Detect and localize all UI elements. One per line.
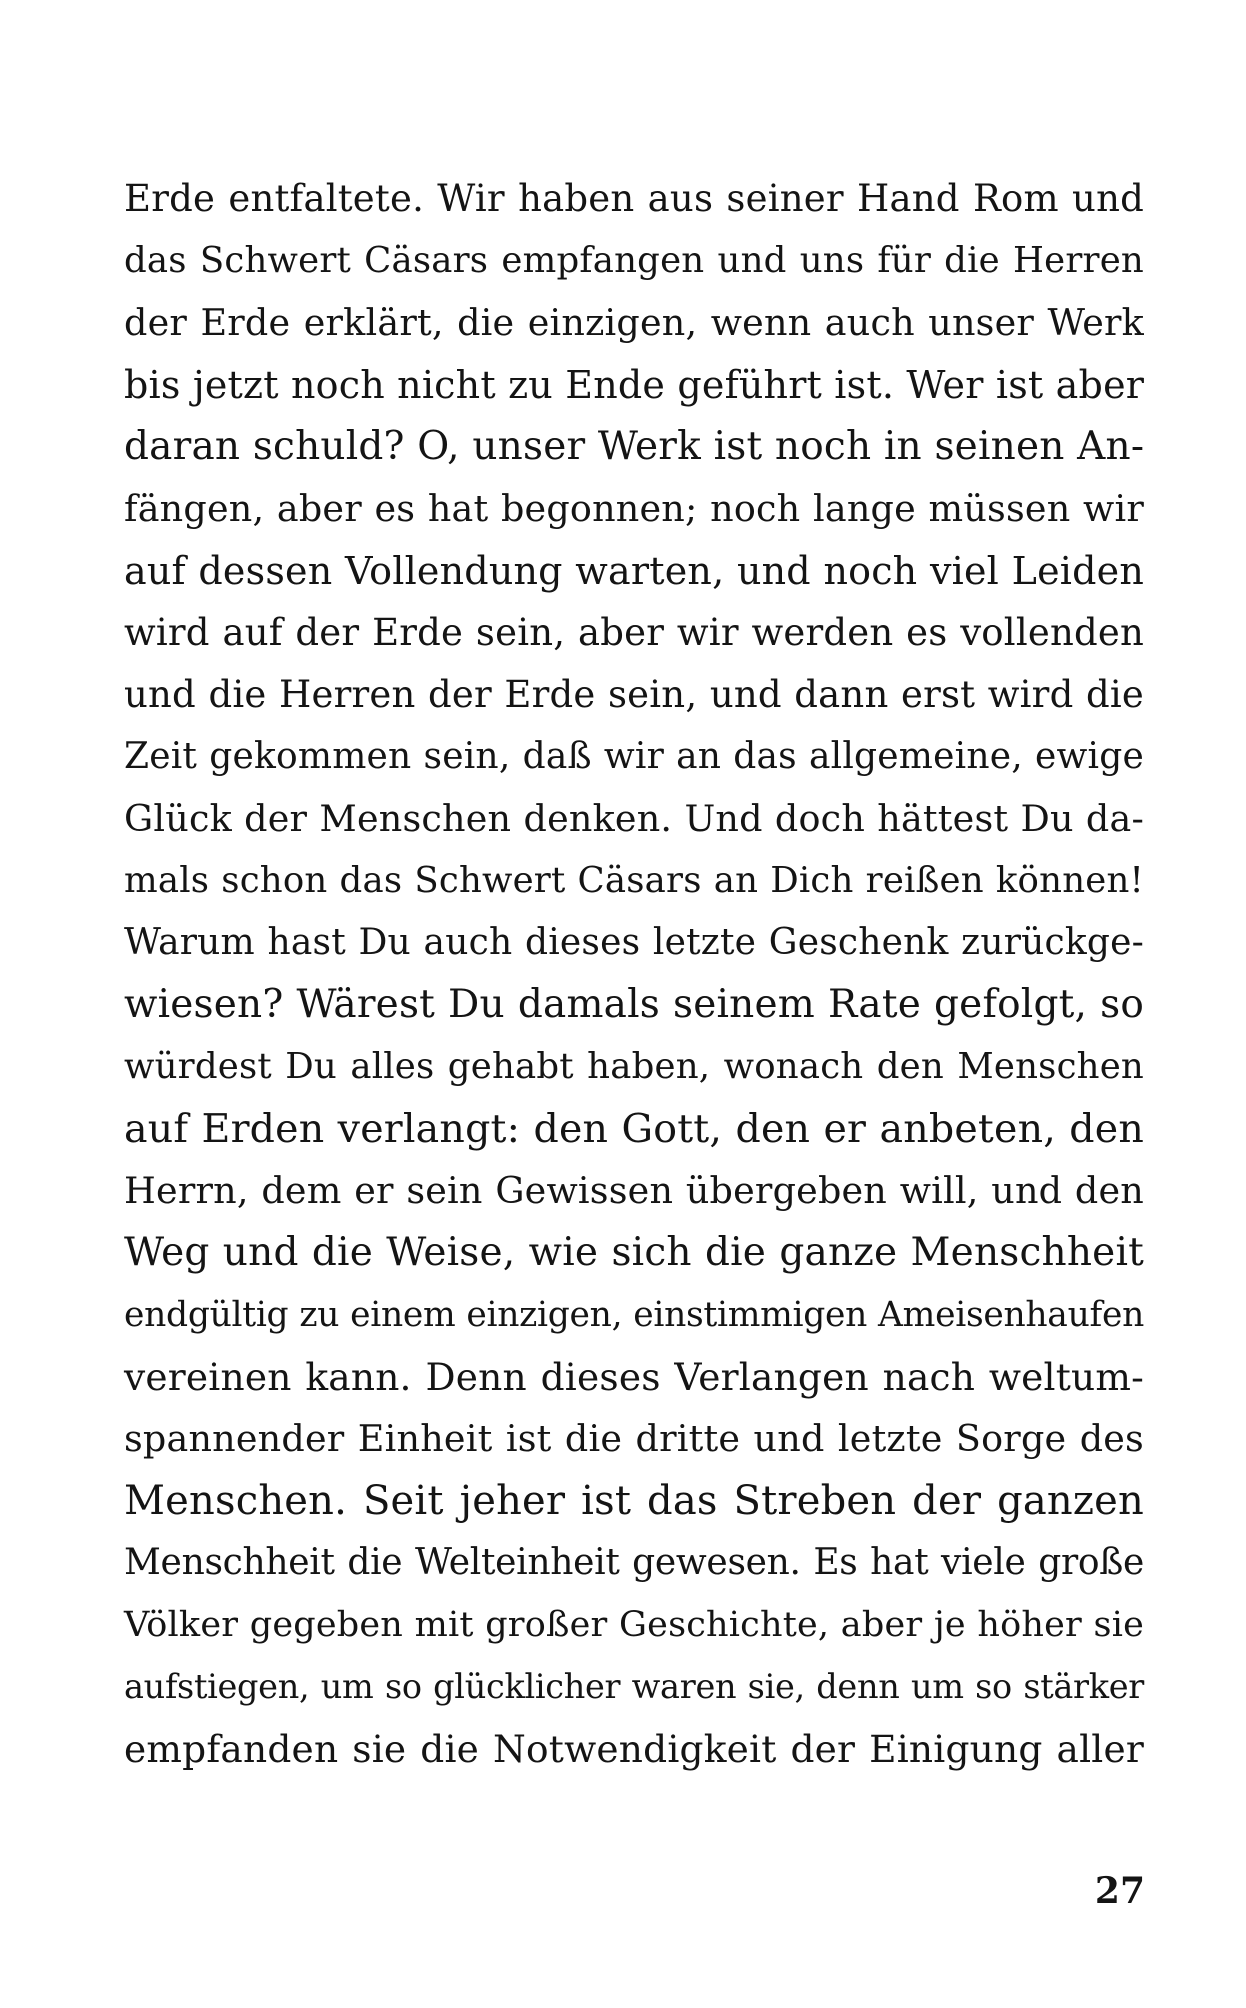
text-line: aufstiegen, um so glücklicher waren sie, denn um so stärker [124,1667,1144,1706]
page-number: 27 [1094,1870,1145,1912]
text-line: vereinen kann. Denn dieses Verlangen nach weltum- [124,1355,1144,1399]
text-line: der Erde erklärt, die einzigen, wenn auch unser Werk [124,301,1144,344]
text-line: und die Herren der Erde sein, und dann erst wird die [124,673,1144,716]
text-line: Völker gegeben mit großer Geschichte, aber je höher sie [124,1605,1144,1645]
text-line: endgültig zu einem einzigen, einstimmigen Ameisenhaufen [124,1295,1144,1335]
text-line: Glück der Menschen denken. Und doch hättest Du da- [124,797,1144,840]
text-line: auf Erden verlangt: den Gott, den er anbeten, den [124,1106,1144,1152]
text-line: wird auf der Erde sein, aber wir werden es vollenden [124,611,1144,654]
text-line: spannender Einheit ist die dritte und letzte Sorge des [124,1417,1144,1460]
body-text [124,168,1144,1780]
text-line: Herrn, dem er sein Gewissen übergeben will, und den [124,1169,1144,1212]
text-line: Warum hast Du auch dieses letzte Geschenk zurückge- [124,922,1144,963]
text-line: wiesen? Wärest Du damals seinem Rate gefolgt, so [124,982,1144,1027]
text-line: Weg und die Weise, wie sich die ganze Menschheit [124,1230,1144,1275]
text-line: Menschheit die Welteinheit gewesen. Es hat viele große [124,1542,1144,1583]
text-line: Erde entfaltete. Wir haben aus seiner Hand Rom und [124,177,1144,220]
text-line: empfanden sie die Notwendigkeit der Einigung aller [124,1727,1144,1771]
text-line: bis jetzt noch nicht zu Ende geführt ist. Wer ist aber [124,363,1145,407]
text-line: mals schon das Schwert Cäsars an Dich reißen können! [124,860,1144,901]
text-line: daran schuld? O, unser Werk ist noch in seinen An- [124,424,1145,469]
text-line: Menschen. Seit jeher ist das Streben der ganzen [124,1478,1144,1524]
text-line: fängen, aber es hat begonnen; noch lange müssen wir [124,487,1144,530]
text-line: würdest Du alles gehabt haben, wonach den Menschen [124,1046,1144,1087]
text-line: auf dessen Vollendung warten, und noch viel Leiden [124,549,1144,593]
text-line: Zeit gekommen sein, daß wir an das allgemeine, ewige [124,736,1144,777]
text-line: das Schwert Cäsars empfangen und uns für die Herren [124,240,1144,281]
